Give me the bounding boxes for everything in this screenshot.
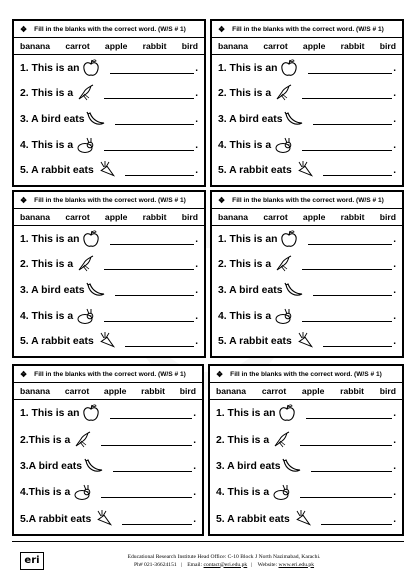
word-bank-item: rabbit xyxy=(142,41,167,51)
question-row xyxy=(20,481,196,503)
worksheet-card-3 xyxy=(12,190,206,358)
word-bank-item: rabbit xyxy=(340,386,364,396)
word-bank-item: carrot xyxy=(65,212,90,222)
answer-blank[interactable] xyxy=(323,335,393,347)
question-row xyxy=(218,57,396,79)
full-stop: . xyxy=(393,113,396,125)
answer-blank[interactable] xyxy=(115,284,194,296)
answer-blank[interactable] xyxy=(113,460,192,472)
worksheet-instruction: Fill in the blanks with the correct word. (W/S # 1) xyxy=(34,196,186,204)
question-row xyxy=(218,228,396,250)
banana-icon xyxy=(284,109,304,129)
answer-blank[interactable] xyxy=(321,513,393,525)
full-stop: . xyxy=(195,113,198,125)
worksheet-instruction: Fill in the blanks with the correct word. (W/S # 1) xyxy=(230,370,382,378)
answer-blank[interactable] xyxy=(308,62,392,74)
question-text: 1. This is an xyxy=(20,407,80,419)
question-row xyxy=(20,455,196,477)
question-list xyxy=(14,226,204,354)
question-list xyxy=(212,226,402,354)
rabbit-icon xyxy=(273,135,293,155)
question-row xyxy=(218,108,396,130)
question-row xyxy=(218,134,396,156)
answer-blank[interactable] xyxy=(313,113,392,125)
carrot-icon xyxy=(294,160,314,180)
full-stop: . xyxy=(193,407,196,419)
worksheet-card-1 xyxy=(12,19,206,187)
full-stop: . xyxy=(193,460,196,472)
full-stop: . xyxy=(393,434,396,446)
question-text: 5. A rabbit eats xyxy=(20,164,94,176)
full-stop: . xyxy=(193,434,196,446)
question-text: 4. This is a xyxy=(218,139,272,151)
question-text: 4.This is a xyxy=(20,486,71,498)
answer-blank[interactable] xyxy=(302,258,392,270)
worksheet-card-5 xyxy=(12,364,204,536)
question-row xyxy=(20,134,198,156)
full-stop: . xyxy=(195,258,198,270)
question-row xyxy=(20,82,198,104)
answer-blank[interactable] xyxy=(115,113,194,125)
full-stop: . xyxy=(393,486,396,498)
answer-blank[interactable] xyxy=(110,407,192,419)
question-row xyxy=(20,108,198,130)
answer-blank[interactable] xyxy=(104,139,194,151)
question-row xyxy=(216,455,396,477)
carrot-icon xyxy=(294,331,314,351)
worksheet-heading xyxy=(14,366,202,383)
word-bank xyxy=(14,383,202,400)
question-row xyxy=(20,330,198,352)
question-row xyxy=(20,228,198,250)
apple-icon xyxy=(81,403,101,423)
question-text: 3. A bird eats xyxy=(218,113,283,125)
apple-icon xyxy=(81,229,101,249)
question-row xyxy=(218,82,396,104)
word-bank-item: banana xyxy=(218,212,249,222)
answer-blank[interactable] xyxy=(101,434,192,446)
full-stop: . xyxy=(393,62,396,74)
footer-website-label: Website: xyxy=(257,561,278,568)
word-bank-item: apple xyxy=(103,386,127,396)
full-stop: . xyxy=(195,284,198,296)
question-text: 1. This is an xyxy=(20,233,80,245)
question-row xyxy=(216,402,396,424)
answer-blank[interactable] xyxy=(122,513,192,525)
word-bank-item: bird xyxy=(379,212,396,222)
worksheet-card-2 xyxy=(210,19,404,187)
question-text: 4. This is a xyxy=(20,310,74,322)
question-text: 2.This is a xyxy=(20,434,71,446)
diamond-bullet-icon: ❖ xyxy=(218,195,226,205)
question-text: 3. A bird eats xyxy=(216,460,281,472)
diamond-bullet-icon: ❖ xyxy=(20,195,28,205)
question-text: 2. This is a xyxy=(20,258,74,270)
full-stop: . xyxy=(393,139,396,151)
question-text: 5. A rabbit eats xyxy=(216,513,290,525)
question-text: 5. A rabbit eats xyxy=(218,335,292,347)
full-stop: . xyxy=(393,284,396,296)
question-list xyxy=(212,55,402,183)
answer-blank[interactable] xyxy=(110,233,194,245)
word-bank xyxy=(14,38,204,55)
question-text: 3. A bird eats xyxy=(20,113,85,125)
question-text: 2. This is a xyxy=(20,87,74,99)
word-bank-item: bird xyxy=(181,41,198,51)
apple-icon xyxy=(277,403,297,423)
diamond-bullet-icon: ❖ xyxy=(218,24,226,34)
word-bank-item: apple xyxy=(104,212,128,222)
answer-blank[interactable] xyxy=(302,87,392,99)
question-text: 5. A rabbit eats xyxy=(20,335,94,347)
banana-icon xyxy=(284,280,304,300)
rabbit-icon xyxy=(75,135,95,155)
answer-blank[interactable] xyxy=(104,258,194,270)
apple-icon xyxy=(81,58,101,78)
answer-blank[interactable] xyxy=(302,139,392,151)
answer-blank[interactable] xyxy=(308,233,392,245)
word-bank-item: apple xyxy=(302,41,326,51)
full-stop: . xyxy=(195,87,198,99)
worksheet-card-4 xyxy=(210,190,404,358)
question-text: 5. A rabbit eats xyxy=(218,164,292,176)
question-text: 5.A rabbit eats xyxy=(20,513,92,525)
worksheet-heading xyxy=(14,192,204,209)
full-stop: . xyxy=(393,335,396,347)
question-row xyxy=(20,402,196,424)
footer-email-label: Email: xyxy=(187,561,203,568)
bird-icon xyxy=(273,83,293,103)
word-bank xyxy=(212,209,402,226)
word-bank-item: carrot xyxy=(261,386,287,396)
full-stop: . xyxy=(195,310,198,322)
footer-email-link[interactable]: contact@eri.edu.pk xyxy=(203,561,248,568)
worksheet-heading xyxy=(212,21,402,38)
rabbit-icon xyxy=(72,482,92,502)
question-text: 2. This is a xyxy=(218,258,272,270)
question-row xyxy=(20,253,198,275)
question-row xyxy=(218,253,396,275)
worksheet-heading xyxy=(210,366,402,383)
footer-address: Educational Research Institute Head Office: C-10 Block J North Nazimabad, Karachi. xyxy=(127,553,321,560)
answer-blank[interactable] xyxy=(125,335,195,347)
answer-blank[interactable] xyxy=(323,164,393,176)
word-bank-item: carrot xyxy=(64,386,90,396)
word-bank-item: apple xyxy=(301,386,325,396)
word-bank xyxy=(210,383,402,400)
question-row xyxy=(20,305,198,327)
word-bank-item: bird xyxy=(181,212,198,222)
word-bank-item: rabbit xyxy=(340,212,365,222)
question-text: 1. This is an xyxy=(218,62,278,74)
worksheet-instruction: Fill in the blanks with the correct word. (W/S # 1) xyxy=(232,196,384,204)
answer-blank[interactable] xyxy=(300,486,392,498)
question-text: 2. This is a xyxy=(216,434,270,446)
rabbit-icon xyxy=(273,306,293,326)
answer-blank[interactable] xyxy=(110,62,194,74)
bird-icon xyxy=(271,430,291,450)
carrot-icon xyxy=(96,160,116,180)
question-row xyxy=(216,429,396,451)
question-text: 3. A bird eats xyxy=(218,284,283,296)
question-row xyxy=(20,279,198,301)
full-stop: . xyxy=(193,486,196,498)
question-list xyxy=(210,400,402,532)
question-row xyxy=(218,330,396,352)
answer-blank[interactable] xyxy=(311,460,392,472)
full-stop: . xyxy=(393,460,396,472)
banana-icon xyxy=(282,456,302,476)
word-bank-item: carrot xyxy=(263,212,288,222)
eri-logo: eri xyxy=(20,552,44,570)
question-text: 3.A bird eats xyxy=(20,460,82,472)
worksheet-instruction: Fill in the blanks with the correct word. (W/S # 1) xyxy=(232,25,384,33)
bird-icon xyxy=(273,254,293,274)
question-text: 1. This is an xyxy=(20,62,80,74)
diamond-bullet-icon: ❖ xyxy=(216,369,224,379)
question-text: 1. This is an xyxy=(218,233,278,245)
worksheet-instruction: Fill in the blanks with the correct word. (W/S # 1) xyxy=(34,25,186,33)
full-stop: . xyxy=(393,233,396,245)
full-stop: . xyxy=(393,164,396,176)
worksheet-card-6 xyxy=(208,364,404,536)
word-bank xyxy=(212,38,402,55)
answer-blank[interactable] xyxy=(125,164,195,176)
answer-blank[interactable] xyxy=(104,310,194,322)
worksheet-heading xyxy=(14,21,204,38)
full-stop: . xyxy=(393,407,396,419)
word-bank-item: bird xyxy=(179,386,196,396)
diamond-bullet-icon: ❖ xyxy=(20,24,28,34)
answer-blank[interactable] xyxy=(313,284,392,296)
word-bank-item: rabbit xyxy=(141,386,165,396)
full-stop: . xyxy=(393,513,396,525)
word-bank-item: carrot xyxy=(65,41,90,51)
bird-icon xyxy=(75,254,95,274)
word-bank-item: rabbit xyxy=(142,212,167,222)
worksheet-instruction: Fill in the blanks with the correct word. (W/S # 1) xyxy=(34,370,186,378)
rabbit-icon xyxy=(75,306,95,326)
answer-blank[interactable] xyxy=(101,486,192,498)
question-row xyxy=(218,305,396,327)
word-bank-item: bird xyxy=(379,386,396,396)
full-stop: . xyxy=(393,87,396,99)
carrot-icon xyxy=(292,509,312,529)
carrot-icon xyxy=(93,509,113,529)
word-bank-item: banana xyxy=(20,386,51,396)
question-row xyxy=(218,279,396,301)
carrot-icon xyxy=(96,331,116,351)
footer-contact xyxy=(44,553,404,569)
question-row xyxy=(20,159,198,181)
question-text: 3. A bird eats xyxy=(20,284,85,296)
footer-website-link[interactable]: www.eri.edu.pk xyxy=(278,561,315,568)
question-text: 2. This is a xyxy=(218,87,272,99)
full-stop: . xyxy=(195,164,198,176)
question-text: 4. This is a xyxy=(216,486,270,498)
banana-icon xyxy=(84,456,104,476)
full-stop: . xyxy=(195,139,198,151)
question-list xyxy=(14,55,204,183)
full-stop: . xyxy=(193,513,196,525)
word-bank-item: apple xyxy=(302,212,326,222)
word-bank-item: banana xyxy=(20,212,51,222)
full-stop: . xyxy=(195,335,198,347)
word-bank-item: rabbit xyxy=(340,41,365,51)
word-bank xyxy=(14,209,204,226)
banana-icon xyxy=(86,109,106,129)
question-row xyxy=(216,481,396,503)
question-list xyxy=(14,400,202,532)
question-row xyxy=(20,57,198,79)
word-bank-item: banana xyxy=(218,41,249,51)
question-row xyxy=(20,429,196,451)
banana-icon xyxy=(86,280,106,300)
apple-icon xyxy=(279,229,299,249)
question-row xyxy=(216,508,396,530)
diamond-bullet-icon: ❖ xyxy=(20,369,28,379)
apple-icon xyxy=(279,58,299,78)
question-row xyxy=(218,159,396,181)
worksheet-heading xyxy=(212,192,402,209)
full-stop: . xyxy=(393,310,396,322)
bird-icon xyxy=(75,83,95,103)
word-bank-item: banana xyxy=(20,41,51,51)
full-stop: . xyxy=(393,258,396,270)
word-bank-item: apple xyxy=(104,41,128,51)
bird-icon xyxy=(72,430,92,450)
word-bank-item: carrot xyxy=(263,41,288,51)
rabbit-icon xyxy=(271,482,291,502)
question-text: 4. This is a xyxy=(218,310,272,322)
full-stop: . xyxy=(195,233,198,245)
question-row xyxy=(20,508,196,530)
word-bank-item: bird xyxy=(379,41,396,51)
footer-contact-row: Ph# 021-36624151 | Email: contact@eri.edu.pk | Website: www.eri.edu.pk xyxy=(133,561,315,568)
footer-phone: Ph# 021-36624151 xyxy=(133,561,177,568)
full-stop: . xyxy=(195,62,198,74)
answer-blank[interactable] xyxy=(302,310,392,322)
page-footer xyxy=(12,541,404,579)
answer-blank[interactable] xyxy=(306,407,392,419)
answer-blank[interactable] xyxy=(300,434,392,446)
word-bank-item: banana xyxy=(216,386,247,396)
question-text: 4. This is a xyxy=(20,139,74,151)
question-text: 1. This is an xyxy=(216,407,276,419)
answer-blank[interactable] xyxy=(104,87,194,99)
